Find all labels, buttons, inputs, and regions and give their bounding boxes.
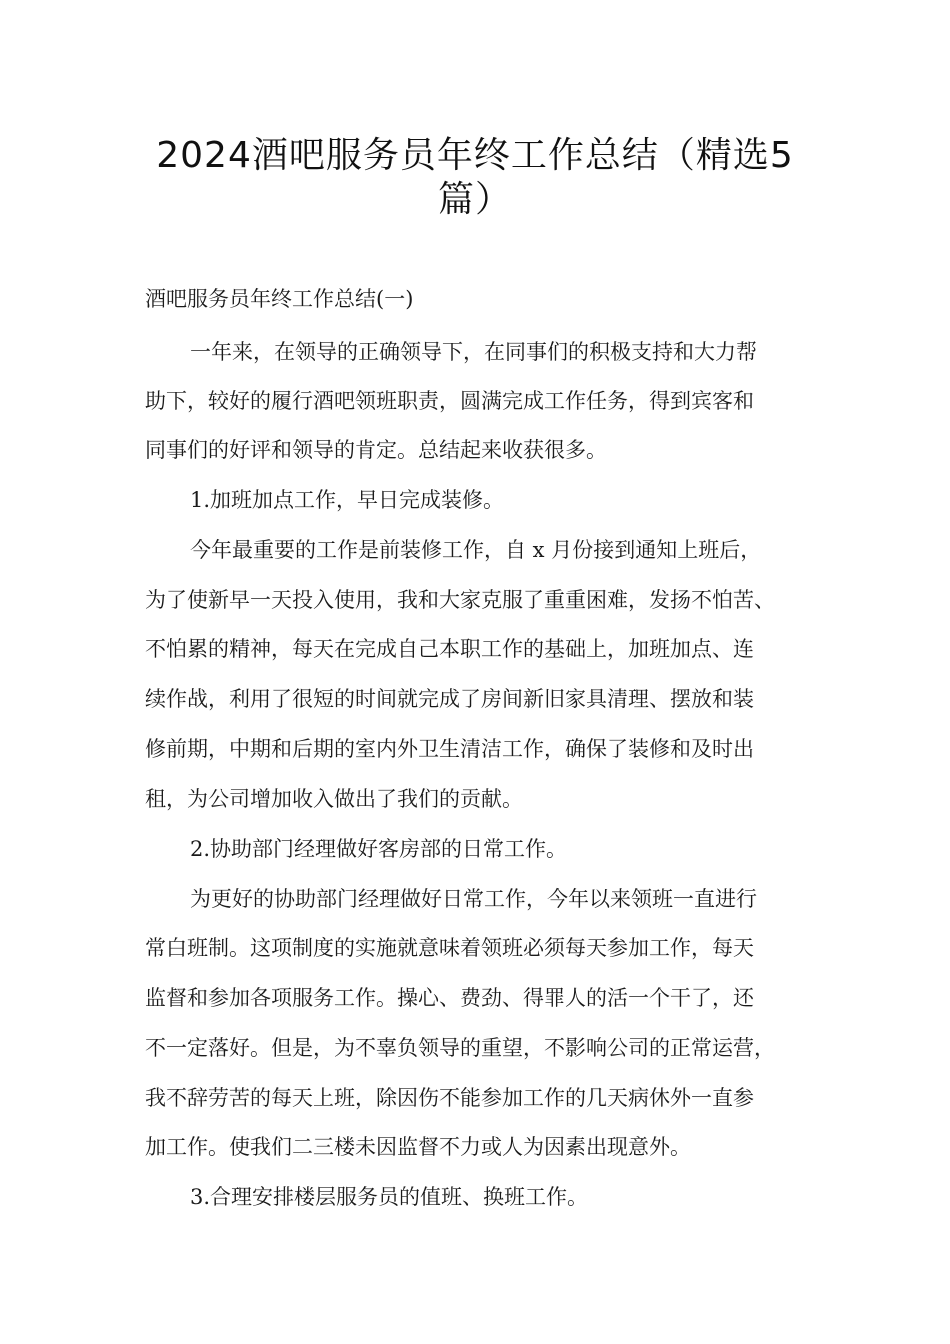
paragraph-line: 我不辞劳苦的每天上班，除因伤不能参加工作的几天病休外一直参 <box>145 1086 754 1110</box>
numbered-heading: 3.合理安排楼层服务员的值班、换班工作。 <box>190 1185 589 1209</box>
paragraph-line: 同事们的好评和领导的肯定。总结起来收获很多。 <box>145 438 607 462</box>
section-heading: 酒吧服务员年终工作总结(一) <box>145 287 414 311</box>
paragraph-line: 监督和参加各项服务工作。操心、费劲、得罪人的活一个干了，还 <box>145 986 754 1010</box>
paragraph-line: 续作战，利用了很短的时间就完成了房间新旧家具清理、摆放和装 <box>145 687 754 711</box>
paragraph-line: 加工作。使我们二三楼未因监督不力或人为因素出现意外。 <box>145 1135 691 1159</box>
numbered-heading: 1.加班加点工作，早日完成装修。 <box>190 488 505 512</box>
paragraph-line: 为更好的协助部门经理做好日常工作，今年以来领班一直进行 <box>190 887 757 911</box>
document-title-line-2: 篇） <box>437 179 512 220</box>
paragraph-line: 助下，较好的履行酒吧领班职责，圆满完成工作任务，得到宾客和 <box>145 389 754 413</box>
paragraph-line: 不怕累的精神，每天在完成自己本职工作的基础上，加班加点、连 <box>145 637 754 661</box>
paragraph-line: 租，为公司增加收入做出了我们的贡献。 <box>145 787 523 811</box>
paragraph-line: 不一定落好。但是，为不辜负领导的重望，不影响公司的正常运营， <box>145 1036 775 1060</box>
paragraph-line: 今年最重要的工作是前装修工作，自 x 月份接到通知上班后， <box>190 538 762 562</box>
paragraph-line: 为了使新早一天投入使用，我和大家克服了重重困难，发扬不怕苦、 <box>145 588 775 612</box>
paragraph-line: 修前期，中期和后期的室内外卫生清洁工作，确保了装修和及时出 <box>145 737 754 761</box>
numbered-heading: 2.协助部门经理做好客房部的日常工作。 <box>190 837 568 861</box>
paragraph-line: 常白班制。这项制度的实施就意味着领班必须每天参加工作，每天 <box>145 936 754 960</box>
document-title-line-1: 2024酒吧服务员年终工作总结（精选5 <box>156 135 794 176</box>
paragraph-line: 一年来，在领导的正确领导下，在同事们的积极支持和大力帮 <box>190 340 757 364</box>
